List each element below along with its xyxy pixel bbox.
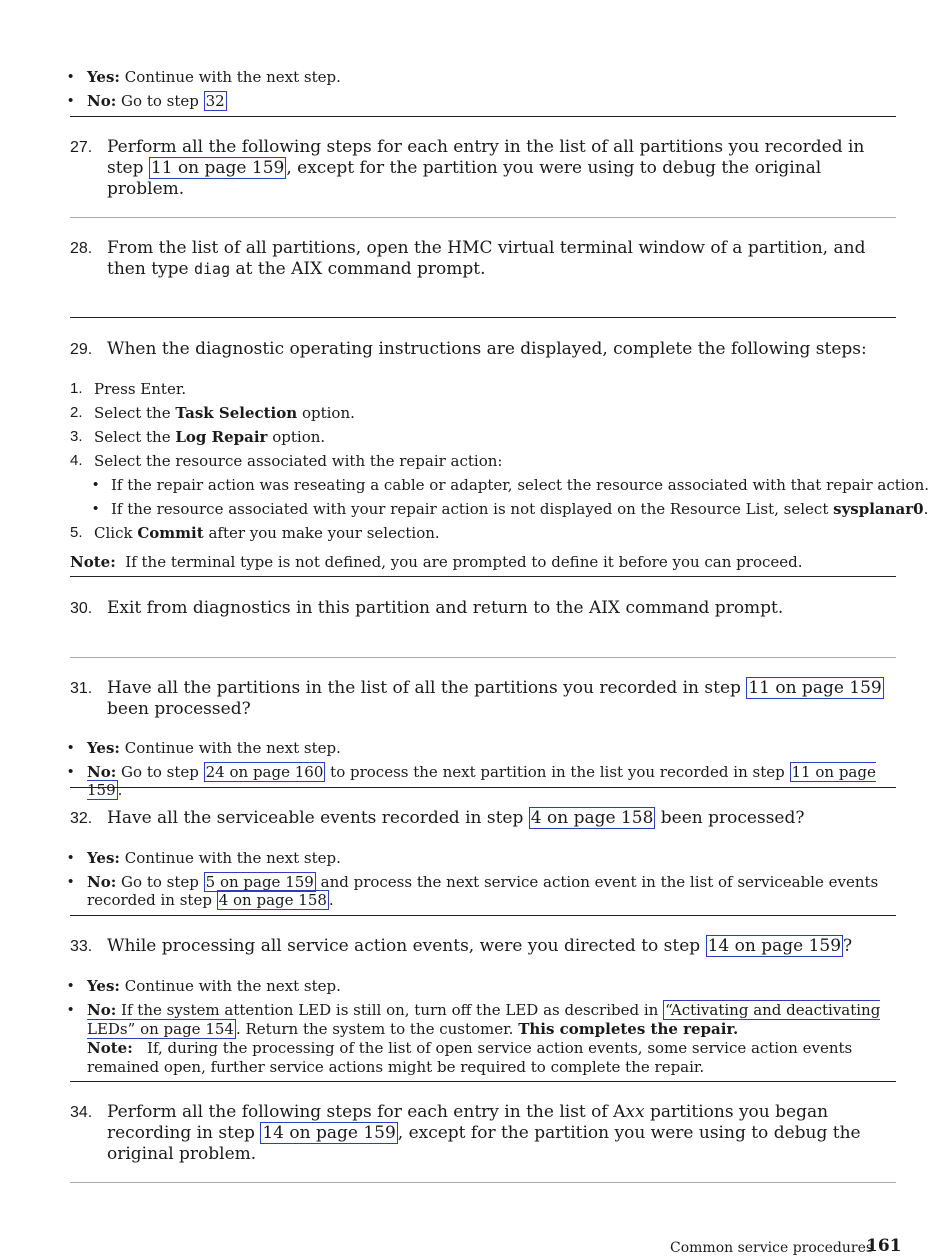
step-link[interactable]: 24 on page 160 (205, 763, 324, 781)
bullet: • (68, 849, 74, 866)
divider (70, 657, 896, 658)
step-link[interactable]: 11 on page 159 (748, 678, 882, 698)
bullet: • (68, 739, 74, 756)
bullet: • (68, 977, 74, 994)
bullet: • (68, 92, 74, 109)
command-code: diag (193, 260, 231, 278)
divider (70, 1081, 896, 1082)
step-link[interactable]: 4 on page 158 (218, 891, 327, 909)
step-link[interactable]: 4 on page 158 (530, 808, 654, 828)
divider (70, 217, 896, 218)
divider (70, 576, 896, 577)
divider (70, 317, 896, 318)
bullet: • (68, 68, 74, 85)
bullet: • (68, 1001, 74, 1018)
bullet: • (68, 873, 74, 890)
bullet: • (68, 763, 74, 780)
step-link[interactable]: 11 on page 159 (87, 763, 876, 799)
step-link[interactable]: 32 (205, 92, 225, 110)
step-link[interactable]: 11 on page 159 (150, 158, 285, 178)
divider (70, 787, 896, 788)
step-link[interactable]: “Activating and deactivating LEDs” on page 154 (87, 1001, 881, 1038)
step-link[interactable]: 14 on page 159 (707, 936, 842, 956)
footer-section-title: Common service procedures (670, 1240, 874, 1256)
divider (70, 116, 896, 117)
step-link[interactable]: 14 on page 159 (262, 1123, 396, 1143)
page-number: 161 (866, 1236, 902, 1256)
note: Note: If the terminal type is not defined, you are prompted to define it before you can proceed. (70, 553, 803, 571)
divider (70, 1182, 896, 1183)
bullet: • (93, 476, 99, 493)
divider (70, 915, 896, 916)
step-link[interactable]: 5 on page 159 (205, 873, 314, 891)
bullet: • (93, 500, 99, 517)
